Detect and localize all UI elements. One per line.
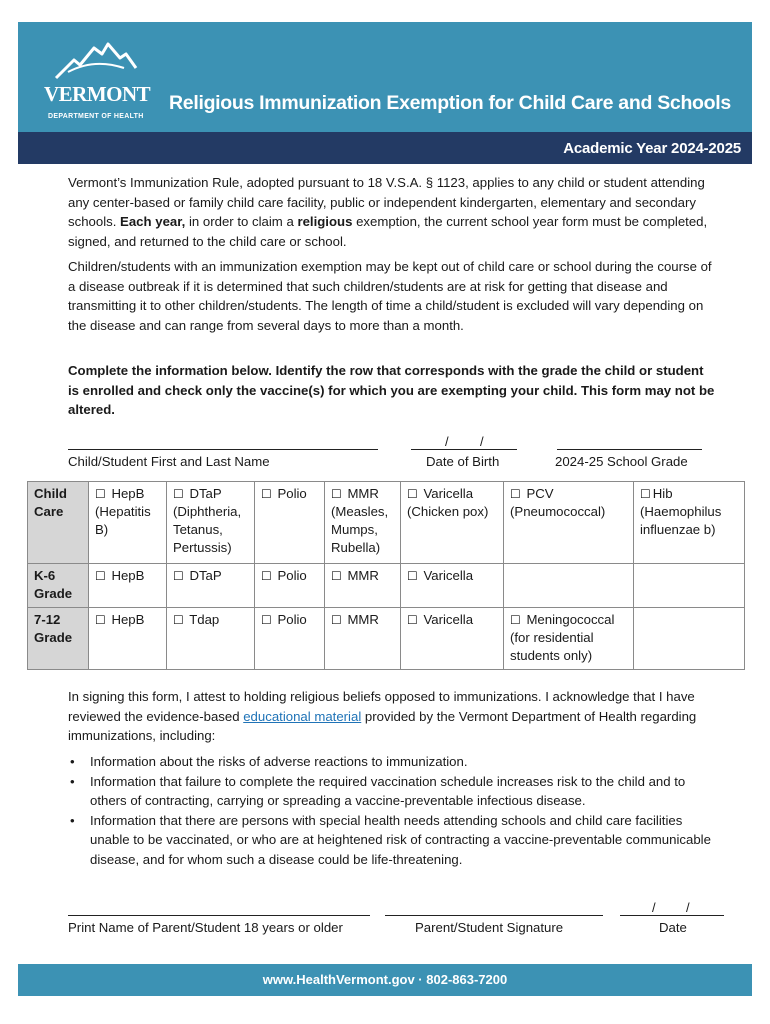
checkbox-icon[interactable]: ☐ [331, 487, 342, 501]
logo-wordmark: VERMONT [44, 82, 151, 106]
checkbox-icon[interactable]: ☐ [261, 613, 272, 627]
checkbox-icon[interactable]: ☐ [331, 569, 342, 583]
religious-emphasis: religious [297, 214, 353, 229]
dob-separator-1: / [445, 434, 449, 449]
attestation-bullets [68, 752, 718, 869]
empty-cell [634, 608, 745, 670]
intro-paragraph-2: Children/students with an immunization exemption may be kept out of child care or school during the course of a disease outbreak if it is determined that such children/students are at risk for getting that disease and transmitting it to other children/students. The length of time a child/student is excluded will vary depending on the disease and can range from several days to more than a month. [68, 259, 712, 333]
academic-year: Academic Year 2024-2025 [563, 140, 741, 157]
checkbox-icon[interactable]: ☐ [510, 613, 521, 627]
date-of-birth-label: Date of Birth [426, 454, 500, 469]
attestation-paragraph: In signing this form, I attest to holding religious beliefs opposed to immunizations. I acknowledge that I have reviewed the evidence-based educational material provided by the Vermont Department of Health regarding immunizations, including: [68, 689, 697, 743]
checkbox-icon[interactable]: ☐ [261, 569, 272, 583]
vaccine-cell[interactable]: ☐ Varicella (Chicken pox) [401, 482, 504, 564]
print-name-field[interactable] [68, 915, 370, 916]
vaccine-cell[interactable]: ☐ Polio [255, 482, 325, 564]
mountain-icon [54, 38, 138, 82]
checkbox-icon[interactable]: ☐ [173, 569, 184, 583]
each-year-emphasis: Each year, [120, 214, 186, 229]
vaccine-cell[interactable]: ☐ MMR [325, 608, 401, 670]
date-separator-1: / [652, 900, 656, 915]
vaccine-cell[interactable]: ☐ MMR (Measles, Mumps, Rubella) [325, 482, 401, 564]
checkbox-icon[interactable]: ☐ [640, 487, 651, 501]
vaccine-cell[interactable]: ☐ Tdap [167, 608, 255, 670]
school-grade-field[interactable] [557, 449, 702, 450]
footer-bar [18, 964, 752, 996]
list-item: • Information about the risks of adverse reactions to immunization. [68, 752, 718, 772]
row-label-7-12: 7-12 Grade [28, 608, 89, 670]
dob-separator-2: / [480, 434, 484, 449]
checkbox-icon[interactable]: ☐ [331, 613, 342, 627]
vaccine-cell[interactable]: ☐ Hib (Haemophilus influenzae b) [634, 482, 745, 564]
educational-material-link[interactable]: educational material [243, 708, 362, 724]
vaccine-cell[interactable]: ☐ DTaP (Diphtheria, Tetanus, Pertussis) [167, 482, 255, 564]
checkbox-icon[interactable]: ☐ [407, 487, 418, 501]
vaccine-cell[interactable]: ☐ HepB [89, 564, 167, 608]
vaccine-cell[interactable]: ☐ Varicella [401, 564, 504, 608]
vaccine-exemption-table [27, 481, 745, 670]
row-label-k-6: K-6 Grade [28, 564, 89, 608]
empty-cell [634, 564, 745, 608]
vaccine-cell[interactable]: ☐ Polio [255, 608, 325, 670]
date-of-birth-field[interactable] [411, 449, 517, 450]
table-row-child-care [28, 482, 745, 564]
table-row-7-12 [28, 608, 745, 670]
student-name-label: Child/Student First and Last Name [68, 454, 270, 469]
vaccine-cell[interactable]: ☐ MMR [325, 564, 401, 608]
date-separator-2: / [686, 900, 690, 915]
intro-paragraph-1: Vermont’s Immunization Rule, adopted pursuant to 18 V.S.A. § 1123, applies to any child or student attending any center-based or family child care facility, public or independent kindergarten, elementary and secondary schools. Each year, in order to claim a religious exemption, the current school year form must be completed, signed, and returned to the child care or school. [68, 175, 708, 249]
list-item: • Information that there are persons with special health needs attending schools and child care facilities unable to be vaccinated, or who are at heightened risk of contracting a vaccine-preventable communicable disease, and for whom such a disease could be life-threatening. [68, 811, 718, 870]
vaccine-cell[interactable]: ☐ Meningococcal (for residential students only) [504, 608, 634, 670]
signature-field[interactable] [385, 915, 603, 916]
empty-cell [504, 564, 634, 608]
table-row-k-6 [28, 564, 745, 608]
vaccine-cell[interactable]: ☐ PCV (Pneumococcal) [504, 482, 634, 564]
signature-label: Parent/Student Signature [415, 920, 564, 935]
header-banner [18, 22, 752, 132]
vaccine-cell[interactable]: ☐ HepB [89, 608, 167, 670]
vaccine-cell[interactable]: ☐ DTaP [167, 564, 255, 608]
checkbox-icon[interactable]: ☐ [510, 487, 521, 501]
student-name-field[interactable] [68, 449, 378, 450]
row-label-child-care: Child Care [28, 482, 89, 564]
footer-contact: www.HealthVermont.gov · 802-863-7200 [262, 972, 508, 987]
signature-date-field[interactable] [620, 915, 724, 916]
checkbox-icon[interactable]: ☐ [261, 487, 272, 501]
vermont-logo [44, 38, 151, 122]
vaccine-cell[interactable]: ☐ HepB (Hepatitis B) [89, 482, 167, 564]
checkbox-icon[interactable]: ☐ [173, 613, 184, 627]
academic-year-bar [18, 132, 752, 164]
checkbox-icon[interactable]: ☐ [407, 569, 418, 583]
checkbox-icon[interactable]: ☐ [173, 487, 184, 501]
checkbox-icon[interactable]: ☐ [95, 613, 106, 627]
signature-date-label: Date [659, 920, 687, 935]
checkbox-icon[interactable]: ☐ [95, 569, 106, 583]
checkbox-icon[interactable]: ☐ [407, 613, 418, 627]
school-grade-label: 2024-25 School Grade [555, 454, 688, 469]
checkbox-icon[interactable]: ☐ [95, 487, 106, 501]
instructions-paragraph: Complete the information below. Identify the row that corresponds with the grade the child or student is enrolled and check only the vaccine(s) for which you are exempting your child. This form may not be altered. [68, 363, 715, 417]
print-name-label: Print Name of Parent/Student 18 years or older [68, 920, 343, 935]
vaccine-cell[interactable]: ☐ Varicella [401, 608, 504, 670]
list-item: • Information that failure to complete the required vaccination schedule increases risk to the child and to others of contracting, carrying or spreading a vaccine-preventable infectious disease. [68, 772, 718, 811]
vaccine-cell[interactable]: ☐ Polio [255, 564, 325, 608]
logo-subtext: DEPARTMENT OF HEALTH [48, 113, 144, 120]
page-title: Religious Immunization Exemption for Child Care and Schools [169, 92, 731, 114]
